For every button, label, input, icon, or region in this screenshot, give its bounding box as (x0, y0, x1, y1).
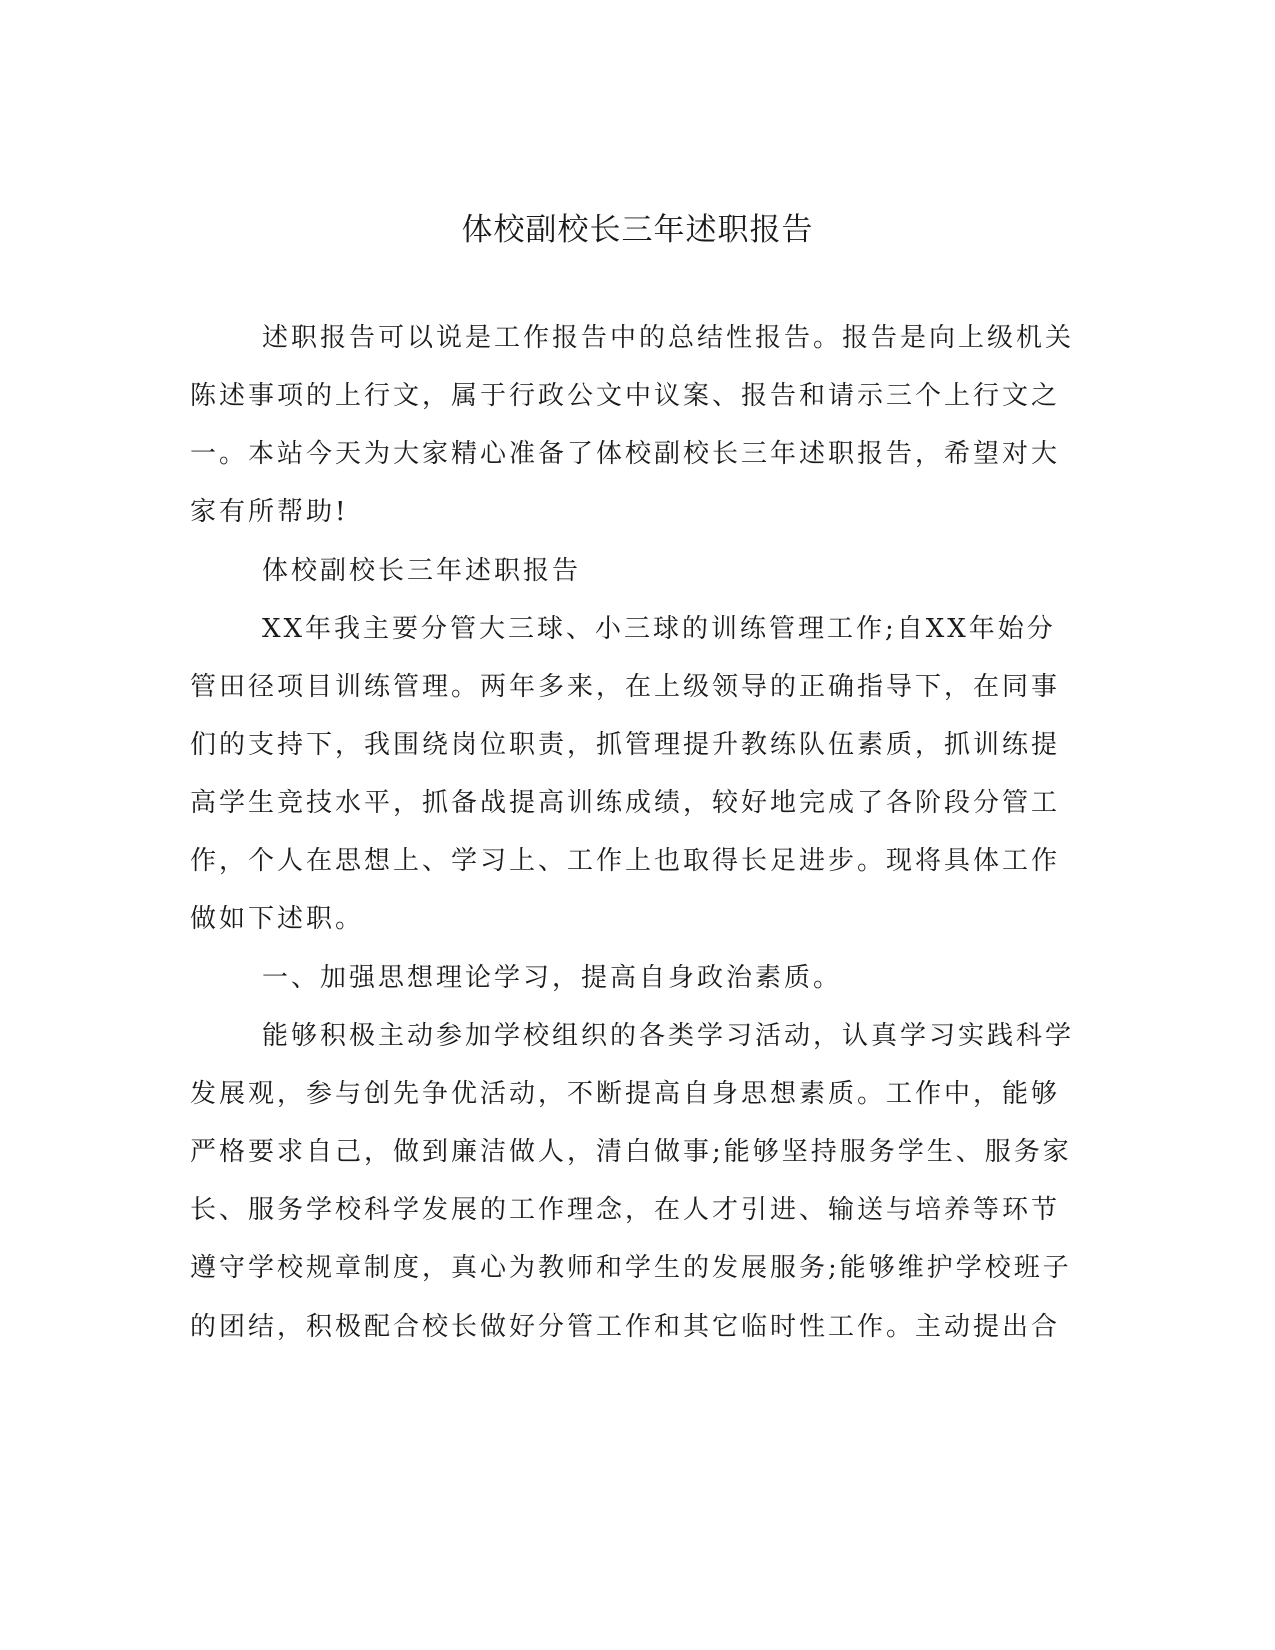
section-heading: 一、加强思想理论学习，提高自身政治素质。 (262, 963, 843, 993)
paragraph-line: 述职报告可以说是工作报告中的总结性报告。报告是向上级机关 (262, 323, 1075, 353)
paragraph-line: 家有所帮助! (190, 497, 349, 527)
paragraph-line: 做如下述职。 (190, 904, 365, 934)
paragraph-line: 遵守学校规章制度，真心为教师和学生的发展服务;能够维护学校班子 (190, 1253, 1072, 1283)
paragraph-line: 陈述事项的上行文，属于行政公文中议案、报告和请示三个上行文之 (190, 381, 1061, 411)
paragraph-line: 长、服务学校科学发展的工作理念，在人才引进、输送与培养等环节 (190, 1195, 1061, 1225)
paragraph-line: 的团结，积极配合校长做好分管工作和其它临时性工作。主动提出合 (190, 1312, 1061, 1342)
paragraph-line: 作，个人在思想上、学习上、工作上也取得长足进步。现将具体工作 (190, 846, 1061, 876)
paragraph-line: 一。本站今天为大家精心准备了体校副校长三年述职报告，希望对大 (190, 439, 1061, 469)
paragraph-line: 能够积极主动参加学校组织的各类学习活动，认真学习实践科学 (262, 1021, 1075, 1051)
paragraph-line: 发展观，参与创先争优活动，不断提高自身思想素质。工作中，能够 (190, 1079, 1061, 1109)
section-heading: 体校副校长三年述职报告 (262, 556, 582, 586)
paragraph-line: 们的支持下，我围绕岗位职责，抓管理提升教练队伍素质，抓训练提 (190, 730, 1061, 760)
paragraph-line: XX年我主要分管大三球、小三球的训练管理工作;自XX年始分 (262, 614, 1056, 644)
paragraph-line: 管田径项目训练管理。两年多来，在上级领导的正确指导下，在同事 (190, 672, 1061, 702)
paragraph-line: 高学生竞技水平，抓备战提高训练成绩，较好地完成了各阶段分管工 (190, 788, 1061, 818)
paragraph-line: 严格要求自己，做到廉洁做人，清白做事;能够坚持服务学生、服务家 (190, 1137, 1072, 1167)
document-title: 体校副校长三年述职报告 (461, 212, 814, 248)
